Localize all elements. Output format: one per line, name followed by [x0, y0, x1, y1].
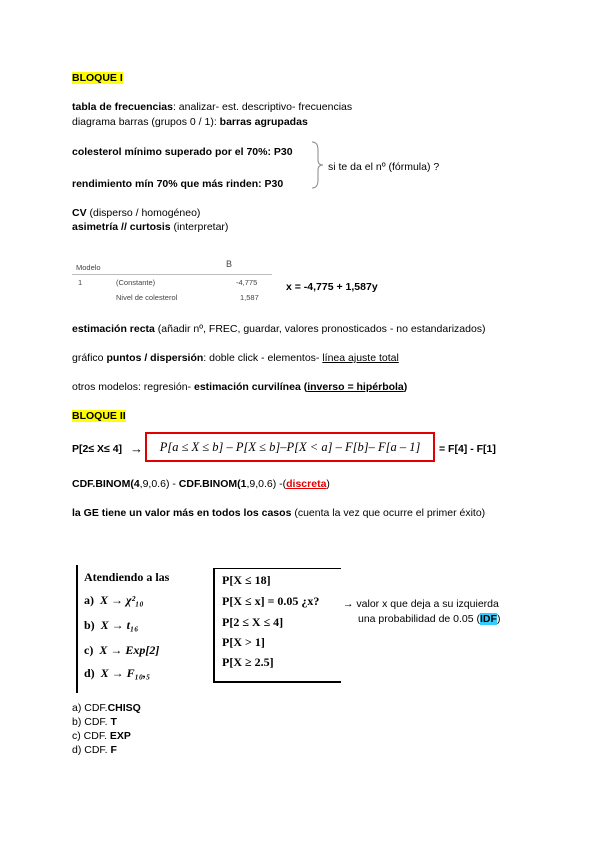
table-row2-label: Nivel de colesterol [116, 293, 178, 302]
option-b: b) X → t₁₆ [84, 618, 139, 632]
table-header-modelo: Modelo [76, 263, 101, 272]
idf-note-line2: una probabilidad de 0.05 (IDF) [358, 613, 501, 625]
line-grafico: gráfico puntos / dispersión: doble click - elementos- línea ajuste total [72, 352, 399, 364]
answer-d: d) CDF. F [72, 744, 117, 756]
table-row1-model: 1 [78, 278, 83, 287]
option-c: c) X → Exp[2] [84, 643, 160, 657]
line-diagrama-barras: diagrama barras (grupos 0 / 1): barras agrupadas [72, 116, 308, 128]
line-cv: CV (disperso / homogéneo) [72, 207, 201, 219]
bloque-2-heading: BLOQUE II [72, 410, 126, 422]
table-row2-value: 1,587 [240, 293, 259, 302]
table-row1-label: (Constante) [116, 278, 156, 287]
table-header-b: B [226, 259, 233, 269]
p30-note: si te da el nº (fórmula) ? [328, 161, 440, 173]
left-bracket-line [76, 565, 78, 693]
answer-c: c) CDF. EXP [72, 730, 131, 742]
line-cdf-binom: CDF.BINOM(4,9,0.6) - CDF.BINOM(1,9,0.6) -(discreta) [72, 478, 330, 490]
prob-3: P[2 ≤ X ≤ 4] [222, 615, 284, 629]
idf-badge: IDF [480, 613, 497, 625]
answer-a: a) CDF.CHISQ [72, 702, 141, 714]
answer-b: b) CDF. T [72, 716, 117, 728]
idf-note-line1: → valor x que deja a su izquierda [343, 598, 499, 610]
prob-right: = F[4] - F[1] [439, 443, 496, 455]
line-ge: la GE tiene un valor más en todos los casos (cuenta la vez que ocurre el primer éxito) [72, 507, 486, 519]
line-estimacion: estimación recta (añadir nº, FREC, guardar, valores pronosticados - no estandarizados) [72, 323, 486, 335]
option-d: d) X → F₁₀,₅ [84, 666, 151, 680]
prob-left: P[2≤ X≤ 4] [72, 443, 123, 455]
arrow-icon: → [130, 441, 143, 456]
bloque-1-heading: BLOQUE I [72, 72, 123, 84]
p30-colesterol: colesterol mínimo superado por el 70%: P30 [72, 146, 293, 158]
table-row1-value: -4,775 [236, 278, 258, 287]
formula-box: P[a ≤ X ≤ b] – P[X ≤ b]–P[X < a] – F[b]– F[a – 1] [145, 432, 435, 462]
table-divider [72, 274, 272, 275]
line-otros-modelos: otros modelos: regresión- estimación curvilínea (inverso = hipérbola) [72, 381, 408, 393]
regression-equation: x = -4,775 + 1,587y [286, 281, 378, 293]
option-a: a) X → χ²₁₀ [84, 593, 144, 607]
p30-rendimiento: rendimiento mín 70% que más rinden: P30 [72, 178, 284, 190]
prob-4: P[X > 1] [222, 635, 265, 649]
curly-brace [310, 140, 326, 190]
prob-5: P[X ≥ 2.5] [222, 655, 274, 669]
atendiendo-title: Atendiendo a las [84, 570, 170, 584]
line-tabla-frecuencias: tabla de frecuencias: analizar- est. descriptivo- frecuencias [72, 101, 353, 113]
prob-2: P[X ≤ x] = 0.05 ¿x? [222, 594, 320, 608]
line-asimetria: asimetría // curtosis (interpretar) [72, 221, 229, 233]
prob-1: P[X ≤ 18] [222, 573, 271, 587]
